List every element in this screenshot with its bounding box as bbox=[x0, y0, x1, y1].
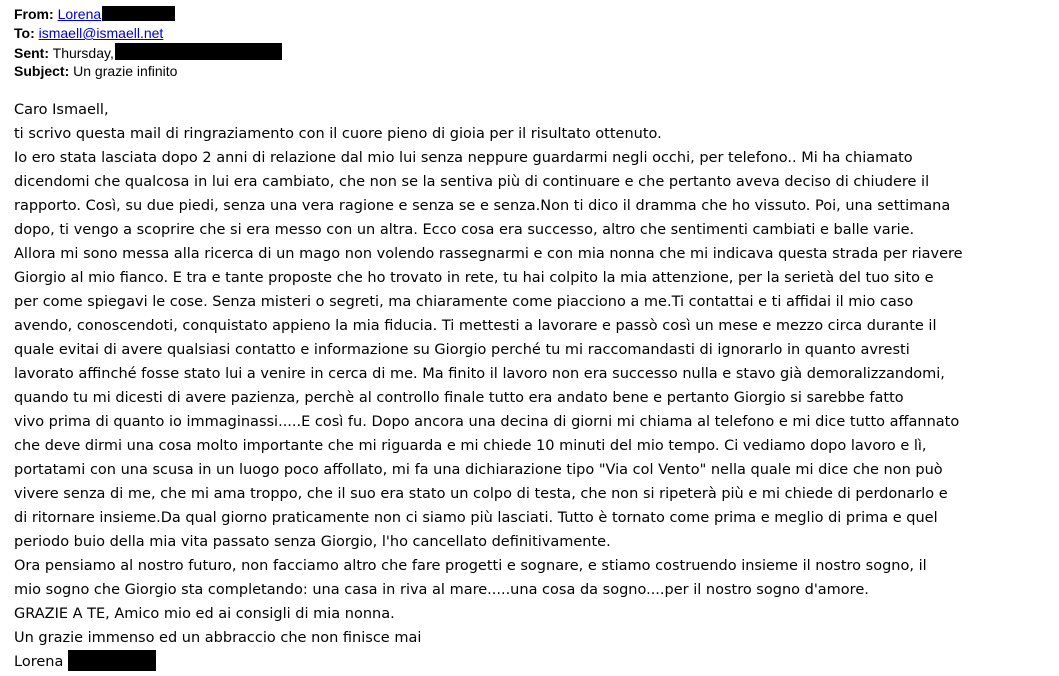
body-line: vivo prima di quanto io immaginassi.....E così fu. Dopo ancora una decina di giorni mi chiama al telefono e mi dice tutto affannato bbox=[14, 414, 960, 430]
email-body bbox=[14, 98, 963, 674]
body-line: ti scrivo questa mail di ringraziamento con il cuore pieno di gioia per il risultato ottenuto. bbox=[14, 126, 662, 142]
subject-row bbox=[14, 62, 282, 81]
email-header bbox=[14, 5, 282, 81]
body-line: Io ero stata lasciata dopo 2 anni di relazione dal mio lui senza neppure guardarmi negli occhi, per telefono.. Mi ha chiamato bbox=[14, 150, 913, 166]
body-line: GRAZIE A TE, Amico mio ed ai consigli di mia nonna. bbox=[14, 606, 395, 622]
sent-label: Sent: bbox=[14, 45, 49, 61]
to-address-link[interactable]: ismaell@ismaell.net bbox=[38, 25, 164, 41]
to-row bbox=[14, 24, 282, 43]
body-line: rapporto. Così, su due piedi, senza una vera ragione e senza se e senza.Non ti dico il dramma che ho vissuto. Poi, una settimana bbox=[14, 198, 951, 214]
body-line: Caro Ismaell, bbox=[14, 102, 109, 118]
redacted-surname-block bbox=[102, 6, 175, 21]
body-line: avendo, conoscendoti, conquistato appieno la mia fiducia. Ti mettesti a lavorare e passò così un mese e mezzo circa durante il bbox=[14, 318, 937, 334]
body-line: Allora mi sono messa alla ricerca di un mago non volendo rassegnarmi e con mia nonna che mi indicava questa strada per riavere bbox=[14, 246, 963, 262]
from-label: From: bbox=[14, 6, 54, 22]
body-line: Ora pensiamo al nostro futuro, non facciamo altro che fare progetti e sognare, e stiamo costruendo insieme il nostro sogno, il bbox=[14, 558, 927, 574]
from-row bbox=[14, 5, 282, 24]
sent-value: Thursday, bbox=[52, 45, 114, 61]
subject-value: Un grazie infinito bbox=[73, 63, 178, 79]
body-line: mio sogno che Giorgio sta completando: una casa in riva al mare.....una cosa da sogno....per il nostro sogno d'amore. bbox=[14, 582, 869, 598]
body-line: dopo, ti vengo a scoprire che si era messo con un altra. Ecco cosa era successo, altro che sentimenti cambiati e balle varie. bbox=[14, 222, 915, 238]
body-line: Un grazie immenso ed un abbraccio che non finisce mai bbox=[14, 630, 422, 646]
to-label: To: bbox=[14, 25, 35, 41]
body-line: per come spiegavi le cose. Senza misteri o segreti, ma chiaramente come piacciono a me.Ti contattai e ti affidai il mio caso bbox=[14, 294, 914, 310]
redacted-signature-block bbox=[68, 650, 156, 671]
body-line: dicendomi che qualcosa in lui era cambiato, che non se la sentiva più di continuare e che pertanto aveva deciso di chiudere il bbox=[14, 174, 930, 190]
body-line: vivere senza di me, che mi ama troppo, che il suo era stato un colpo di testa, che non si ripeterà più e mi chiede di perdonarlo e bbox=[14, 486, 948, 502]
body-line: Giorgio al mio fianco. E tra e tante proposte che ho trovato in rete, tu hai colpito la mia attenzione, per la serietà del tuo sito e bbox=[14, 270, 934, 286]
body-line: portatami con una scusa in un luogo poco affollato, mi fa una dichiarazione tipo "Via col Vento" nella quale mi dice che non può bbox=[14, 462, 943, 478]
signature-line bbox=[14, 650, 963, 674]
body-line: quando tu mi dicesti di avere pazienza, perchè al controllo finale tutto era andato bene e pertanto Giorgio si sarebbe fatto bbox=[14, 390, 904, 406]
body-line: periodo buio della mia vita passato senza Giorgio, l'ho cancellato definitivamente. bbox=[14, 534, 611, 550]
redacted-date-block bbox=[115, 43, 282, 60]
body-line: che deve dirmi una cosa molto importante che mi riguarda e mi chiede 10 minuti del mio tempo. Ci vediamo dopo lavoro e lì, bbox=[14, 438, 927, 454]
sent-row bbox=[14, 43, 282, 62]
subject-label: Subject: bbox=[14, 63, 70, 79]
body-line: di ritornare insieme.Da qual giorno praticamente non ci siamo più lasciati. Tutto è tornato come prima e meglio di prima e quel bbox=[14, 510, 938, 526]
body-line: quale evitai di avere qualsiasi contatto e informazione su Giorgio perché tu mi raccomandasti di ignorarlo in quanto avresti bbox=[14, 342, 910, 358]
signature-name: Lorena bbox=[14, 654, 64, 670]
from-sender-link[interactable]: Lorena bbox=[57, 6, 102, 22]
body-line: lavorato affinché fosse stato lui a venire in cerca di me. Ma finito il lavoro non era successo nulla e stavo già demoralizzandomi, bbox=[14, 366, 945, 382]
